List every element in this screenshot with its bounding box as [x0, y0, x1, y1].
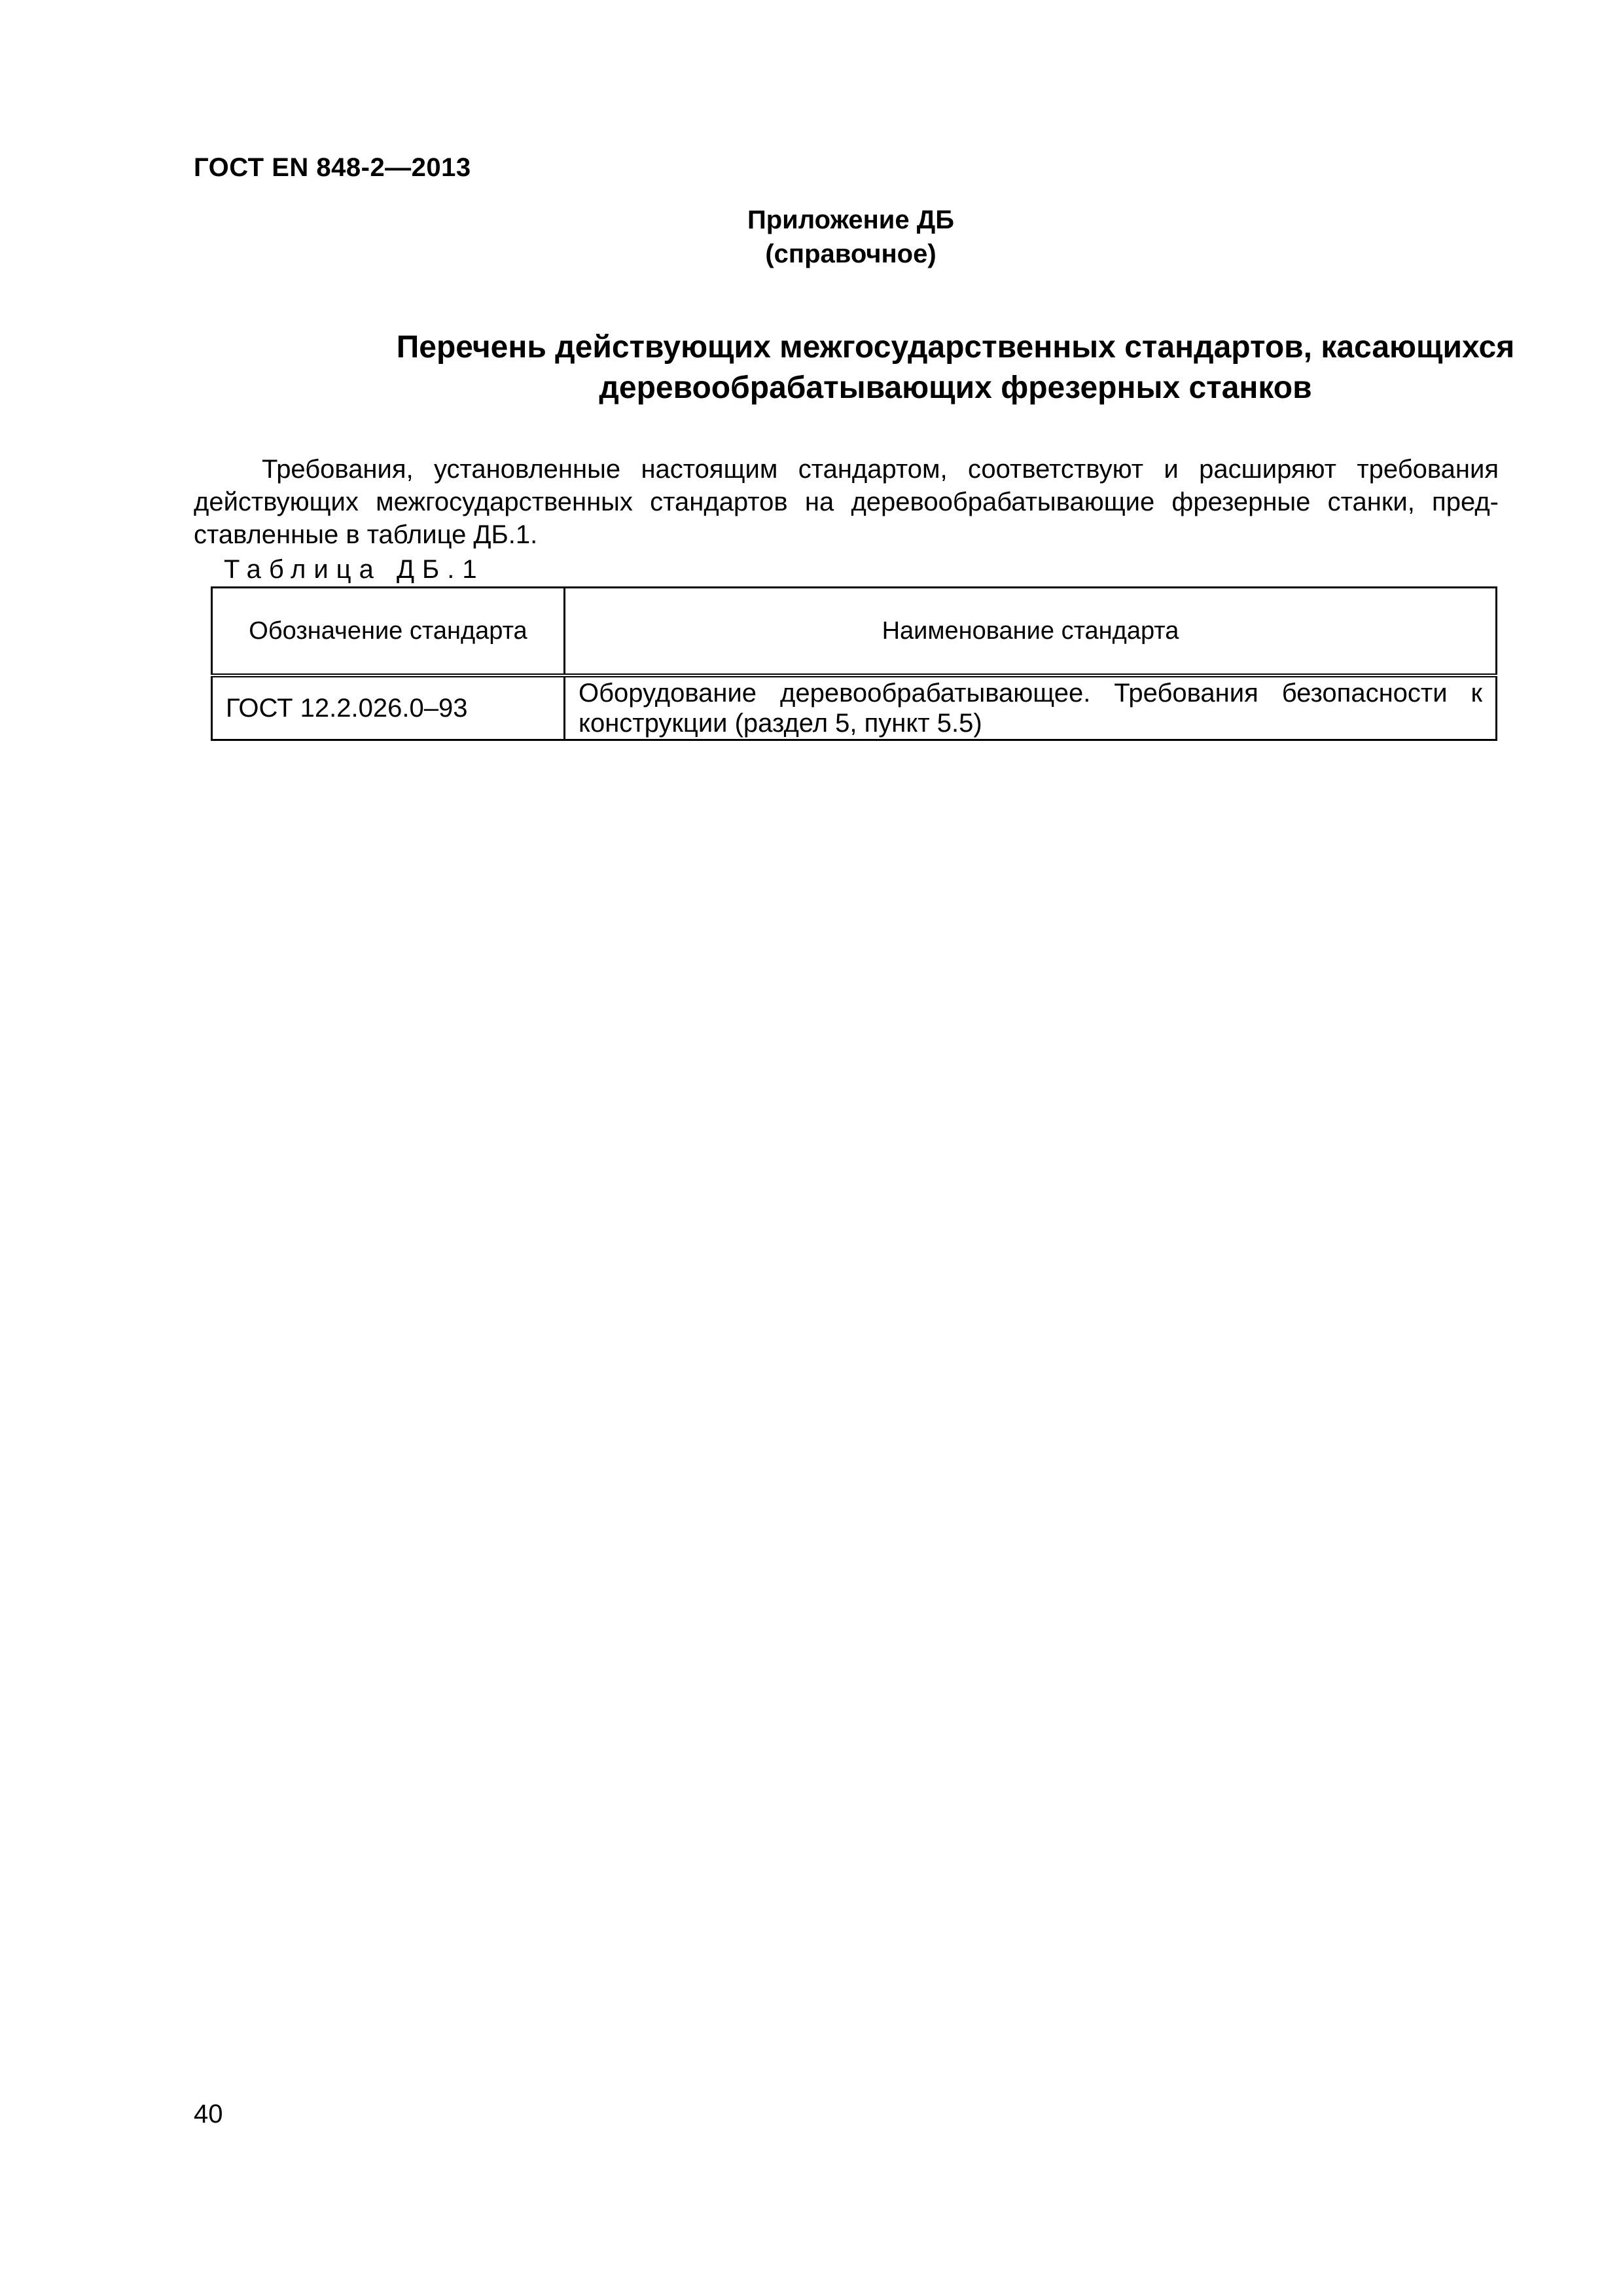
standard-name-cell: Оборудование деревообрабатывающее. Требования безопасности к конструкции (раздел 5, пункт 5.5): [565, 675, 1497, 740]
standards-table: [211, 586, 1497, 741]
table-header-row: [212, 588, 1497, 676]
document-code: ГОСТ EN 848-2—2013: [194, 153, 471, 182]
appendix-subtitle: (справочное): [765, 240, 936, 268]
appendix-title: Приложение ДБ: [747, 206, 954, 234]
column-header-code: Обозначение стандарта: [212, 588, 565, 676]
document-title-line-2: деревообрабатывающих фрезерных станков: [599, 370, 1312, 405]
page-number: 40: [194, 2100, 223, 2128]
intro-paragraph: Требования, установленные настоящим стандартом, соответствуют и расширяют требования действующих межгосударственных стандартов на деревообрабатывающие фрезерные станки, представленные в таблице ДБ.1.: [194, 455, 1499, 549]
document-title: [209, 327, 1623, 408]
standard-code-cell: ГОСТ 12.2.026.0–93: [212, 675, 565, 740]
document-title-line-1: Перечень действующих межгосударственных стандартов, касающихся: [396, 330, 1515, 365]
table-row: [212, 675, 1497, 740]
table-caption: Таблица ДБ.1: [224, 555, 485, 584]
column-header-name: Наименование стандарта: [565, 588, 1497, 676]
appendix-heading: [0, 203, 1623, 271]
